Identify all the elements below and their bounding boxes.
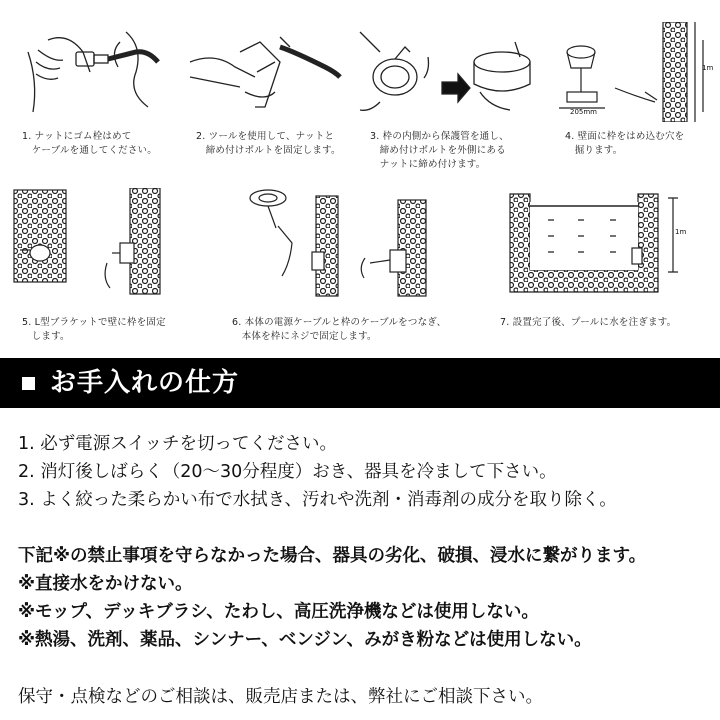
step-5-illustration: [12, 188, 172, 300]
prohibition-3: ※熱湯、洗剤、薬品、シンナー、ベンジン、みがき粉などは使用しない。: [18, 630, 592, 650]
step-4-width-label: 205mm: [570, 108, 597, 116]
care-step-2: 2. 消灯後しばらく（20〜30分程度）おき、器具を冷まして下さい。: [18, 462, 557, 482]
care-section-header: [0, 358, 720, 408]
step-4-caption: 4. 壁面に枠をはめ込む穴を 掘ります。: [565, 131, 685, 156]
prohibition-2: ※モップ、デッキブラシ、たわし、高圧洗浄機などは使用しない。: [18, 602, 539, 622]
step-2-illustration: [185, 22, 345, 122]
step-4-depth-label: 1m: [702, 64, 714, 72]
step-7-depth-label: 1m: [675, 228, 687, 236]
step-7-illustration: [508, 192, 708, 304]
step-1-caption: 1. ナットにゴム栓はめて ケーブルを通してください。: [22, 131, 157, 156]
contact-note: 保守・点検などのご相談は、販売店または、弊社にご相談下さい。: [18, 687, 543, 707]
step-3-caption: 3. 枠の内側から保護管を通し、 締め付けボルトを外側にある ナットに締め付けます。: [370, 131, 509, 170]
step-7-caption: 7. 設置完了後、プールに水を注ぎます。: [500, 317, 677, 328]
prohibition-1: ※直接水をかけない。: [18, 574, 193, 594]
warning-intro: 下記※の禁止事項を守らなかった場合、器具の劣化、破損、浸水に繋がります。: [18, 546, 647, 566]
step-1-illustration: [8, 22, 168, 122]
care-step-1: 1. 必ず電源スイッチを切ってください。: [18, 434, 338, 454]
step-6-illustration: [240, 188, 440, 300]
step-3-illustration: [350, 22, 540, 122]
step-4-illustration: [545, 22, 715, 122]
step-6-caption: 6. 本体の電源ケーブルと枠のケーブルをつなぎ、 本体を枠にネジで固定します。: [232, 317, 447, 342]
care-step-3: 3. よく絞った柔らかい布で水拭き、汚れや洗剤・消毒剤の成分を取り除く。: [18, 490, 617, 510]
care-section-title: お手入れの仕方: [50, 368, 240, 398]
step-2-caption: 2. ツールを使用して、ナットと 締め付けボルトを固定します。: [196, 131, 341, 156]
header-square-icon: [22, 377, 35, 390]
step-5-caption: 5. L型ブラケットで壁に枠を固定 します。: [22, 317, 166, 342]
